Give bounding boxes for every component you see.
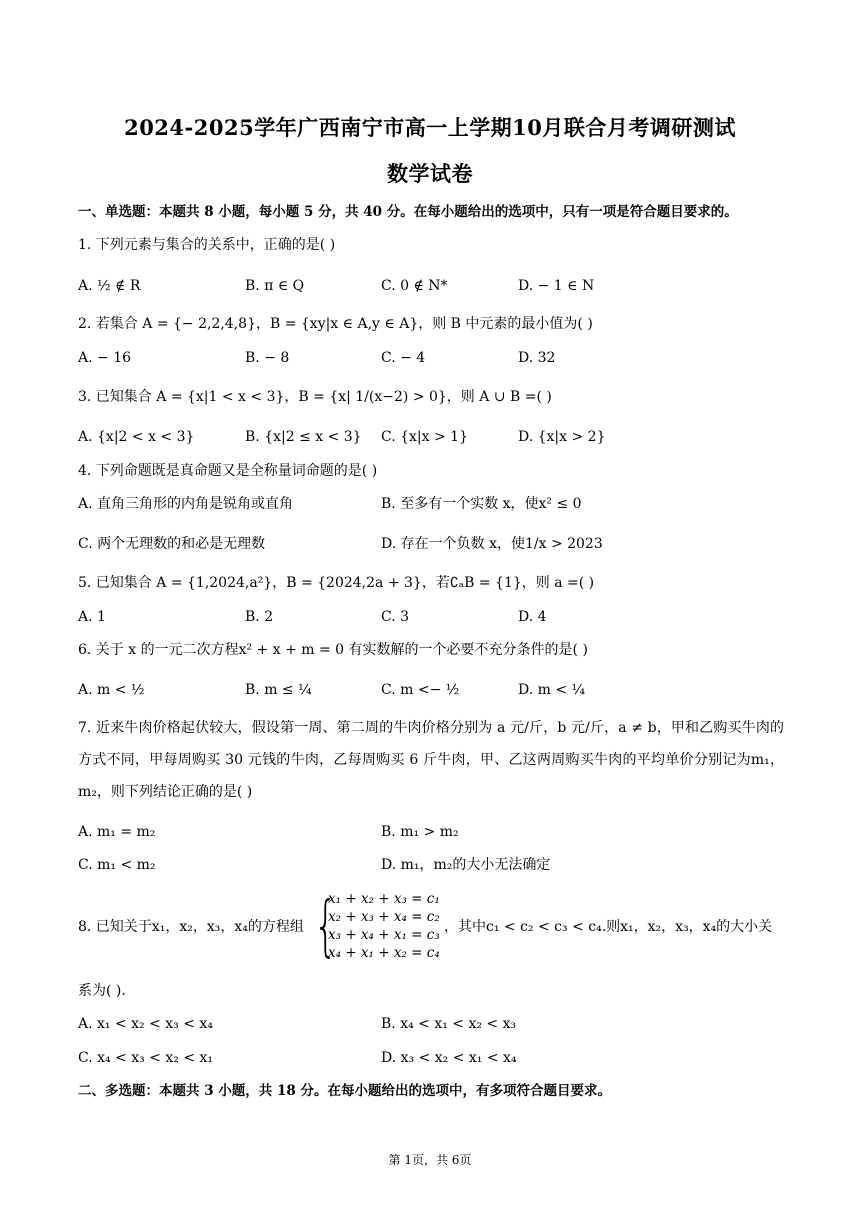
- q3-option-c: C. {x|x > 1}: [381, 429, 468, 445]
- q1-stem: 1. 下列元素与集合的关系中，正确的是( ): [78, 237, 336, 253]
- exam-title: 2024-2025学年广西南宁市高一上学期10月联合月考调研测试: [124, 115, 736, 140]
- equation-brace: {: [314, 887, 338, 964]
- section1-heading: 一、单选题：本题共 8 小题，每小题 5 分，共 40 分。在每小题给出的选项中，只有一项是符合题目要求的。: [78, 204, 738, 220]
- q2-option-c: C. − 4: [381, 350, 426, 366]
- q2-option-b: B. − 8: [245, 350, 290, 366]
- q4-option-a: A. 直角三角形的内角是锐角或直角: [78, 496, 294, 512]
- page-number: 第 1页，共 6页: [388, 1153, 472, 1167]
- q8-option-a: A. x₁ < x₂ < x₃ < x₄: [78, 1016, 213, 1032]
- equation-2: x₂ + x₃ + x₄ = c₂: [328, 909, 440, 925]
- q3-stem: 3. 已知集合 A = {x|1 < x < 3}，B = {x| 1/(x−2) > 0}，则 A ∪ B =( ): [78, 389, 552, 405]
- q7-option-c: C. m₁ < m₂: [78, 857, 156, 873]
- q1-option-b: B. π ∈ Q: [245, 278, 305, 294]
- equation-4: x₄ + x₁ + x₂ = c₄: [328, 945, 440, 961]
- q4-option-c: C. 两个无理数的和必是无理数: [78, 536, 266, 552]
- q4-stem: 4. 下列命题既是真命题又是全称量词命题的是( ): [78, 463, 378, 479]
- q7-option-b: B. m₁ > m₂: [381, 824, 459, 840]
- q6-stem: 6. 关于 x 的一元二次方程x² + x + m = 0 有实数解的一个必要不充分条件的是( ): [78, 642, 588, 658]
- q2-stem: 2. 若集合 A = {− 2,2,4,8}，B = {xy|x ∈ A,y ∈ A}，则 B 中元素的最小值为( ): [78, 316, 593, 332]
- q1-option-d: D. − 1 ∈ N: [518, 278, 595, 294]
- equation-1: x₁ + x₂ + x₃ = c₁: [328, 891, 440, 907]
- q1-option-c: C. 0 ∉ N*: [381, 278, 448, 294]
- q8-option-c: C. x₄ < x₃ < x₂ < x₁: [78, 1050, 214, 1066]
- q8-option-d: D. x₃ < x₂ < x₁ < x₄: [381, 1050, 517, 1066]
- q5-option-c: C. 3: [381, 609, 410, 625]
- q5-option-d: D. 4: [518, 609, 547, 625]
- q6-option-b: B. m ≤ ¼: [245, 682, 312, 698]
- q8-stem-prefix: 8. 已知关于x₁，x₂，x₃，x₄的方程组: [78, 919, 304, 935]
- q5-option-b: B. 2: [245, 609, 274, 625]
- q6-option-a: A. m < ½: [78, 682, 145, 698]
- q8-stem-suffix: ，其中c₁ < c₂ < c₃ < c₄.则x₁，x₂，x₃，x₄的大小关: [444, 919, 773, 935]
- equation-3: x₃ + x₄ + x₁ = c₃: [328, 927, 440, 943]
- q4-option-d: D. 存在一个负数 x，使1/x > 2023: [381, 536, 603, 552]
- q8-stem: [78, 888, 788, 964]
- q1-option-a: A. ½ ∉ R: [78, 278, 141, 294]
- q6-option-d: D. m < ¼: [518, 682, 586, 698]
- q2-option-d: D. 32: [518, 350, 556, 366]
- exam-subtitle: 数学试卷: [387, 161, 473, 186]
- section2-heading: 二、多选题：本题共 3 小题，共 18 分。在每小题给出的选项中，有多项符合题目要求。: [78, 1083, 611, 1099]
- q7-stem: 7. 近来牛肉价格起伏较大，假设第一周、第二周的牛肉价格分别为 a 元/斤，b 元/斤，a ≠ b，甲和乙购买牛肉的方式不同，甲每周购买 30 元钱的牛肉，乙每周购买 6 斤牛肉，甲、乙这两周购买牛肉的平均单价分别记为m₁，m₂，则下列结论正确的是( ): [78, 720, 784, 800]
- q3-option-a: A. {x|2 < x < 3}: [78, 429, 195, 445]
- q2-option-a: A. − 16: [78, 350, 132, 366]
- q5-option-a: A. 1: [78, 609, 106, 625]
- q5-stem: 5. 已知集合 A = {1,2024,a²}，B = {2024,2a + 3}，若∁ₐB = {1}，则 a =( ): [78, 575, 595, 591]
- q8-stem-tail: 系为( ).: [78, 983, 126, 999]
- q7-option-a: A. m₁ = m₂: [78, 824, 156, 840]
- q4-option-b: B. 至多有一个实数 x，使x² ≤ 0: [381, 496, 582, 512]
- q7-option-d: D. m₁，m₂的大小无法确定: [381, 857, 551, 873]
- q6-option-c: C. m <− ½: [381, 682, 460, 698]
- q3-option-b: B. {x|2 ≤ x < 3}: [245, 429, 362, 445]
- q3-option-d: D. {x|x > 2}: [518, 429, 606, 445]
- equation-system: [328, 890, 440, 962]
- q8-option-b: B. x₄ < x₁ < x₂ < x₃: [381, 1016, 517, 1032]
